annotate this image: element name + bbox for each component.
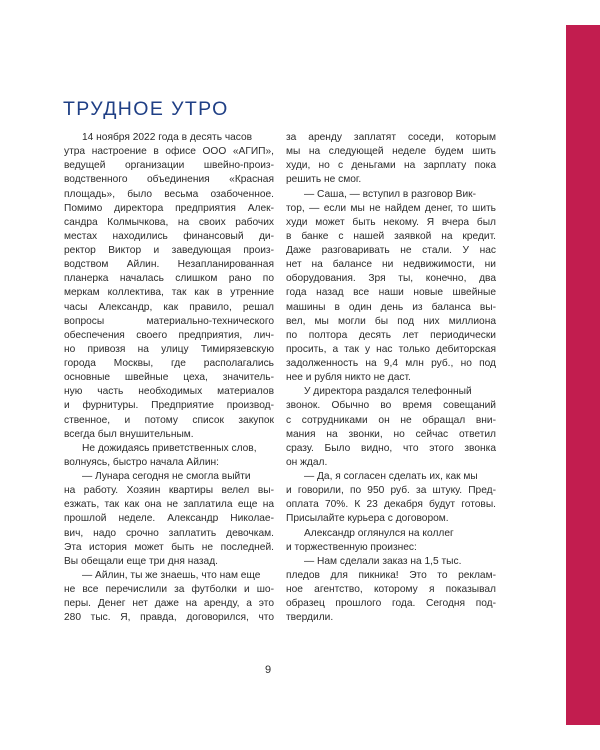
text-line: перы. Денег нет даже на аренду, а это — [64, 598, 274, 610]
text-line: — Лунара сегодня не смогла выйти — [82, 471, 251, 482]
text-line: — Нам сделали заказ на 1,5 тыс. — [304, 555, 462, 567]
text-line: обеспечения своего предприятия, лич- — [64, 329, 274, 341]
text-line: решить не смог. — [286, 174, 362, 186]
text-line: 14 ноября 2022 года в десять часов — [82, 132, 253, 143]
text-line: водством Айлин. Незапланированная — [64, 259, 274, 271]
text-line: машины в один день из баланса вы- — [286, 301, 496, 313]
text-line: по полтора десять лет периодически — [286, 329, 496, 341]
text-line: тор, — если мы не найдем денег, то шить — [286, 202, 496, 214]
text-line: площадь», было весьма озабоченное. — [64, 188, 274, 200]
text-line: всегда был внушительным. — [64, 428, 194, 440]
text-line: за аренду заплатят соседи, которым — [286, 132, 496, 143]
page-number: 9 — [264, 664, 272, 676]
text-line: 280 тыс. Я, правда, договорился, что — [64, 612, 274, 624]
text-line: волнуясь, быстро начала Айлин: — [64, 456, 220, 468]
text-line: и говорили, по 950 руб. за штуку. Пред- — [286, 485, 496, 497]
text-line: оборудования. Зря ты, конечно, два — [286, 273, 496, 285]
text-line: вел, мы могли бы под них миллиона — [286, 315, 496, 327]
text-line: он ждал. — [286, 456, 328, 468]
text-line: оплата 70%. К 23 декабря будут готовы. — [286, 499, 496, 511]
text-line: нет на балансе ни недвижимости, ни — [286, 259, 496, 271]
text-line: образец прошлого года. Сегодня под- — [286, 598, 496, 610]
text-line: в банке с нашей заявкой на кредит. — [286, 230, 496, 242]
accent-side-bar — [566, 25, 600, 725]
text-line: Александр оглянулся на коллег — [304, 527, 454, 539]
text-line: звонок. Обычно во время совещаний — [286, 400, 496, 412]
text-line: города Москвы, где располагались — [64, 358, 274, 369]
text-column-left — [64, 131, 274, 625]
text-line: и торжественную произнес: — [286, 541, 417, 553]
text-line: часы Александр, как правило, решал — [64, 301, 274, 313]
text-line: утра настроение в офисе ООО «АГИП», — [64, 146, 274, 158]
text-line: ственное, и потому список закупок — [64, 414, 274, 426]
text-line: меркам коллектива, так как в утренние — [64, 287, 274, 299]
text-line: езжать, так как она не заплатила еще на — [64, 499, 274, 511]
text-line: ную часть необходимых материалов — [64, 386, 274, 398]
text-line: сандра Колмычкова, на своих рабочих — [64, 216, 274, 228]
text-line: — Айлин, ты же знаешь, что нам еще — [82, 569, 261, 581]
text-column-right — [286, 131, 496, 625]
text-line: но привозя на улицу Тимирязевскую — [64, 343, 274, 355]
text-line: твердили. — [286, 612, 334, 624]
text-line: с сотрудниками он не обращал вни- — [286, 414, 496, 426]
text-line: задолженность на 9,4 млн руб., но под — [286, 358, 496, 369]
text-line: и фурнитуры. Предприятие производ- — [64, 400, 274, 412]
text-line: основные швейные цеха, значитель- — [64, 372, 274, 384]
text-line: худи, но с деньгами на зарплату пока — [286, 160, 496, 172]
text-line: худи может быть некому. Я вчера был — [286, 216, 496, 228]
text-line: Эта история может быть не последней. — [64, 541, 274, 553]
text-line: мания на звонки, но сейчас ответил — [286, 428, 496, 440]
text-line: пледов для пикника! Это то реклам- — [286, 569, 496, 581]
text-line: года назад все наши новые швейные — [286, 287, 496, 299]
text-line: Вы обещали еще три дня назад. — [64, 555, 219, 567]
text-line: ведущей организации швейно-произ- — [64, 160, 274, 172]
text-line: Даже разговаривать не стали. У нас — [286, 245, 496, 256]
text-line: Не дожидаясь приветственных слов, — [82, 442, 257, 454]
text-line: — Да, я согласен сделать их, как мы — [304, 471, 478, 482]
text-line: ное агентство, которому я показывал — [286, 584, 496, 595]
text-line: просить, а так у нас только дебиторская — [286, 343, 496, 355]
text-line: не все перечислили за футболки и шо- — [64, 584, 274, 595]
text-line: Помимо директора предприятия Алек- — [64, 202, 274, 214]
text-line: вич, надо срочно заплатить девочкам. — [64, 527, 274, 539]
text-line: прошлой неделе. Александр Николае- — [64, 513, 274, 525]
text-line: вопросы материально-технического — [64, 315, 274, 327]
text-line: местах находились финансовый ди- — [64, 230, 274, 242]
text-line: — Саша, — вступил в разговор Вик- — [304, 188, 477, 200]
text-line: ректор Виктор и заведующая произ- — [64, 245, 274, 256]
chapter-title: ТРУДНОЕ УТРО — [63, 98, 229, 120]
text-line: сразу. Было видно, что этого звонка — [286, 442, 496, 454]
text-line: Присылайте курьера с договором. — [286, 513, 449, 525]
text-line: водственного объединения «Красная — [64, 174, 274, 186]
text-line: на работу. Хозяин квартиры велел вы- — [64, 485, 274, 497]
text-line: планерка началась слишком рано по — [64, 273, 274, 285]
text-line: У директора раздался телефонный — [304, 386, 472, 398]
text-line: нее и рубля никто не даст. — [286, 372, 411, 384]
text-line: мы на следующей неделе будем шить — [286, 146, 496, 158]
